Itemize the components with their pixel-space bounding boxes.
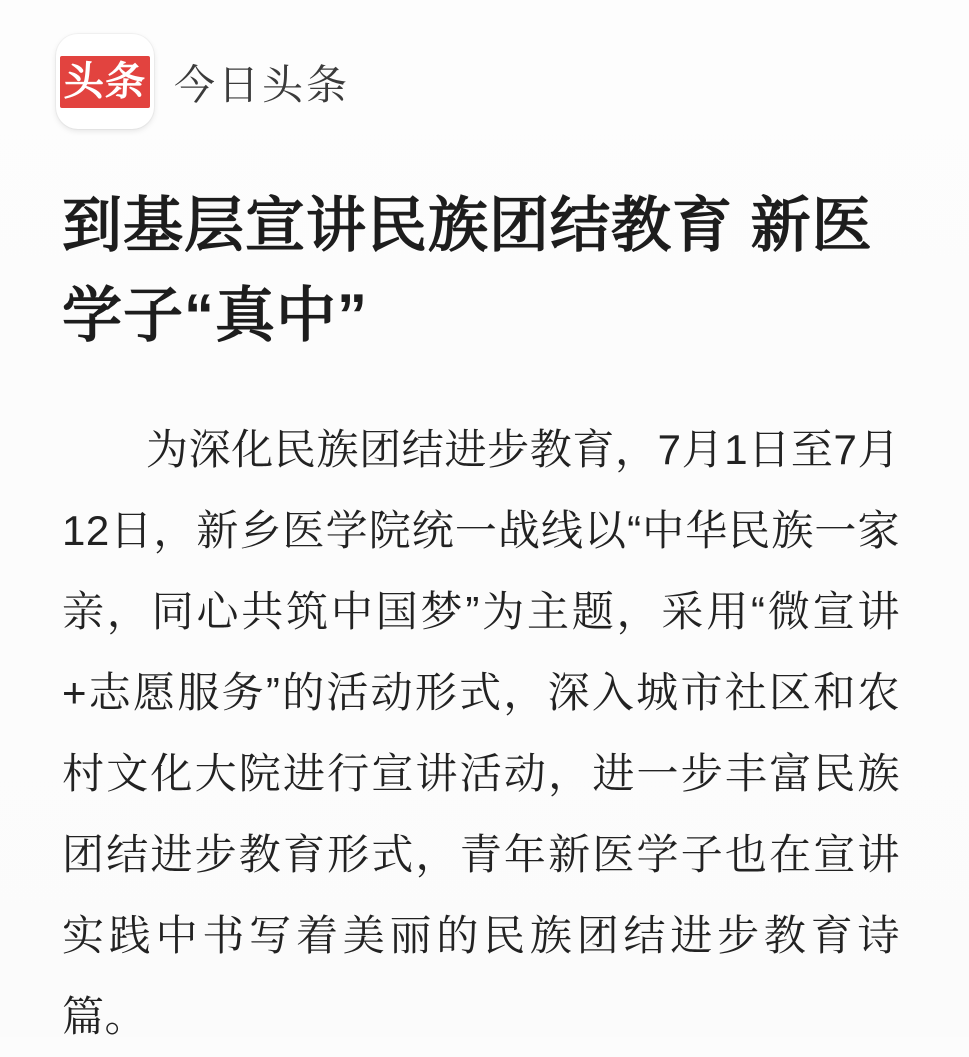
toutiao-logo-icon[interactable] xyxy=(56,34,154,129)
article-title: 到基层宣讲民族团结教育 新医学子“真中” xyxy=(62,192,873,349)
toutiao-logo-text: 头条 xyxy=(62,59,148,104)
toutiao-logo-red-badge xyxy=(60,56,150,108)
article-body: 为深化民族团结进步教育，7月1日至7月12日，新乡医学院统一战线以“中华民族一家亲，同心共筑中国梦”为主题，采用“微宣讲+志愿服务”的活动形式，深入城市社区和农村文化大院进行宣讲活动，进一步丰富民族团结进步教育形式，青年新医学子也在宣讲实践中书写着美丽的民族团结进步教育诗篇。 xyxy=(62,426,900,1040)
article-content xyxy=(0,181,969,1057)
app-name-label: 今日头条 xyxy=(174,62,350,108)
app-header xyxy=(0,0,969,129)
